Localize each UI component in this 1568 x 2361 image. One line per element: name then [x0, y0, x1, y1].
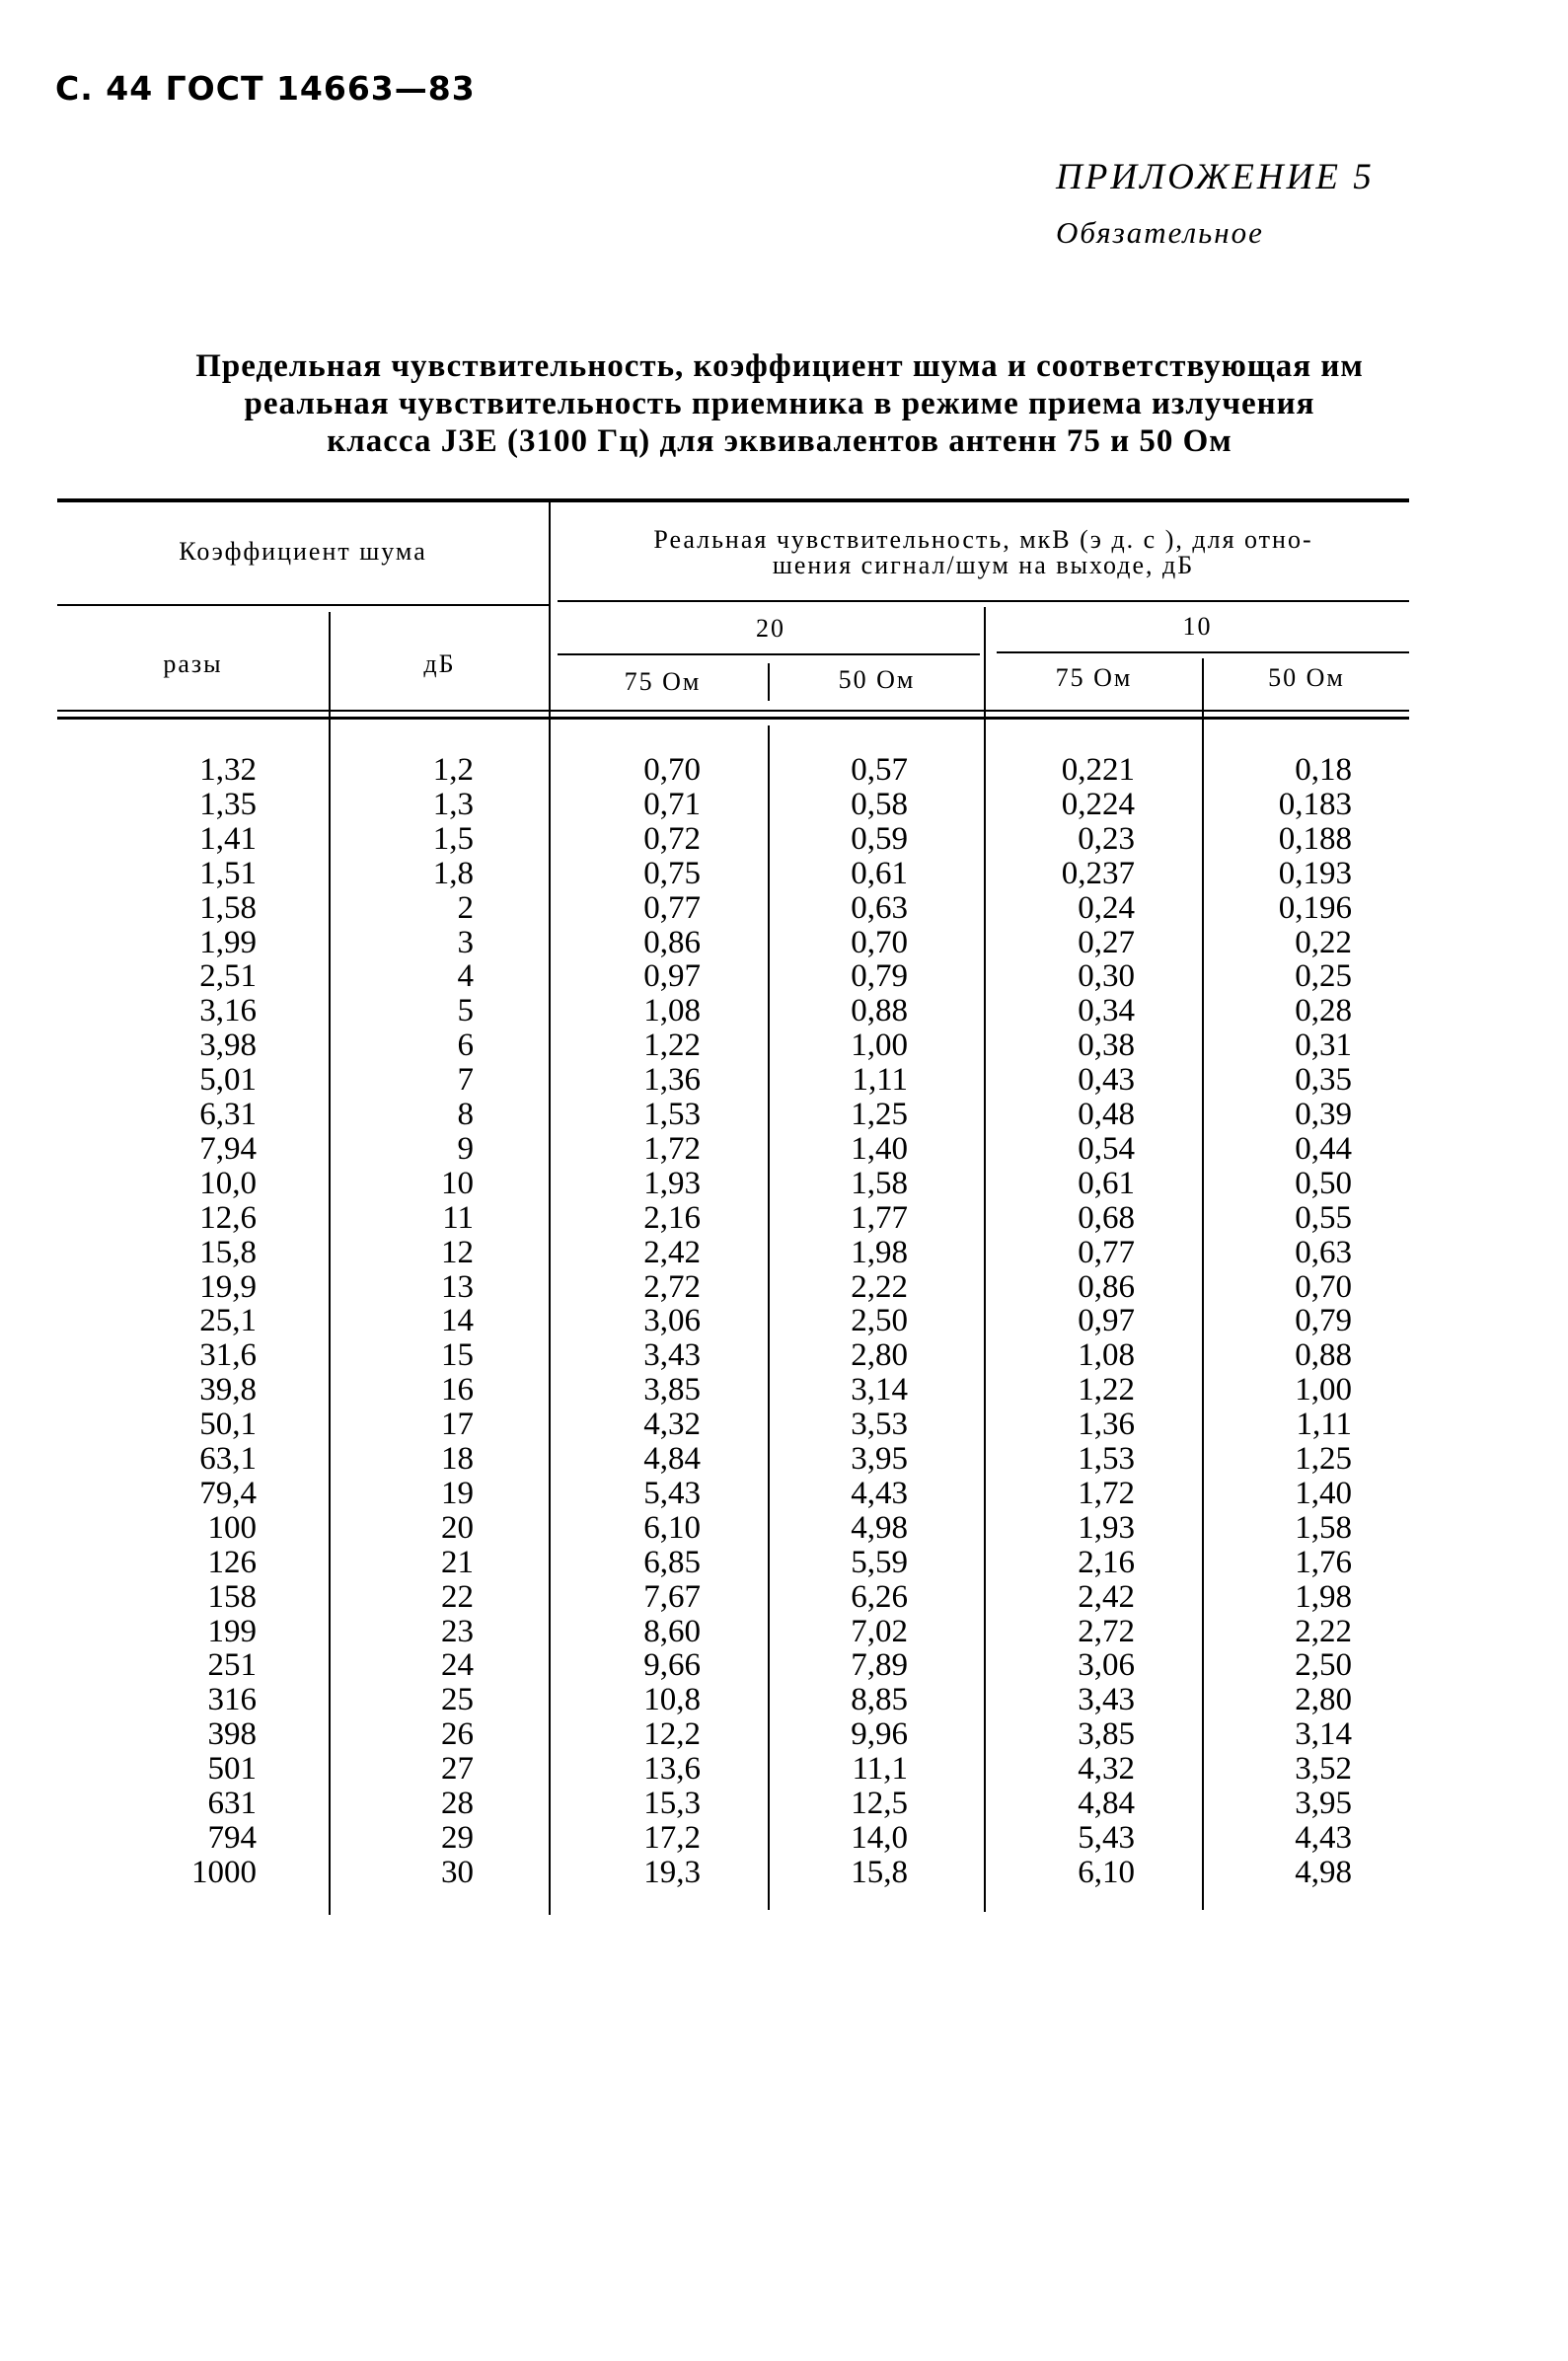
times-cell: 1,35 [199, 787, 257, 822]
header-real-sensitivity-line-1: Реальная чувствительность, мкВ (э д. с ), для отно- [653, 525, 1313, 554]
ohm50-snr20-cell: 0,70 [851, 925, 908, 960]
times-cell: 794 [207, 1820, 257, 1856]
table-row [0, 1167, 1568, 1201]
ohm75-snr10-cell: 0,61 [1078, 1166, 1135, 1201]
ohm75-snr20-cell: 0,77 [643, 890, 701, 926]
ohm75-snr20-cell: 9,66 [643, 1647, 701, 1683]
ohm50-snr20-cell: 1,77 [851, 1200, 908, 1236]
db-cell: 23 [441, 1614, 474, 1649]
times-cell: 2,51 [199, 958, 257, 994]
header-50-ohm-20: 50 Ом [838, 665, 916, 694]
times-cell: 7,94 [199, 1131, 257, 1167]
ohm50-snr10-cell: 0,31 [1295, 1028, 1352, 1063]
ohm50-snr20-cell: 3,53 [851, 1407, 908, 1442]
header-75-ohm-10: 75 Ом [1055, 663, 1133, 692]
ohm75-snr10-cell: 0,86 [1078, 1269, 1135, 1305]
ohm50-snr10-cell: 0,35 [1295, 1062, 1352, 1098]
db-cell: 5 [457, 993, 474, 1028]
ohm50-snr20-cell: 5,59 [851, 1545, 908, 1580]
times-cell: 25,1 [199, 1303, 257, 1338]
db-cell: 20 [441, 1510, 474, 1546]
header-real-sensitivity-line-2: шения сигнал/шум на выходе, дБ [772, 551, 1195, 579]
db-cell: 1,3 [432, 787, 474, 822]
ohm75-snr10-cell: 0,97 [1078, 1303, 1135, 1338]
ohm75-snr20-cell: 1,72 [643, 1131, 701, 1167]
ohm50-snr10-cell: 0,18 [1295, 752, 1352, 788]
db-cell: 16 [441, 1372, 474, 1408]
times-cell: 12,6 [199, 1200, 257, 1236]
table-title-line-1: Предельная чувствительность, коэффициент шума и соответствующая им [195, 348, 1364, 384]
table-row [0, 1580, 1568, 1615]
db-cell: 12 [441, 1235, 474, 1270]
db-cell: 24 [441, 1647, 474, 1683]
table-row [0, 891, 1568, 926]
ohm75-snr10-cell: 0,43 [1078, 1062, 1135, 1098]
ohm75-snr20-cell: 3,43 [643, 1337, 701, 1373]
ohm50-snr20-cell: 1,25 [851, 1097, 908, 1132]
ohm50-snr20-cell: 0,79 [851, 958, 908, 994]
ohm50-snr10-cell: 2,80 [1295, 1682, 1352, 1717]
table-row [0, 994, 1568, 1028]
ohm75-snr20-cell: 19,3 [643, 1855, 701, 1890]
ohm50-snr20-cell: 1,40 [851, 1131, 908, 1167]
ohm50-snr10-cell: 4,98 [1295, 1855, 1352, 1890]
ohm75-snr20-cell: 13,6 [643, 1751, 701, 1787]
ohm50-snr10-cell: 1,76 [1295, 1545, 1352, 1580]
db-cell: 25 [441, 1682, 474, 1717]
table-row [0, 788, 1568, 822]
table-top-rule [57, 498, 1409, 502]
times-cell: 3,16 [199, 993, 257, 1028]
ohm50-snr10-cell: 3,52 [1295, 1751, 1352, 1787]
ohm75-snr10-cell: 4,84 [1078, 1786, 1135, 1821]
times-cell: 1,51 [199, 856, 257, 891]
ohm75-snr10-cell: 1,08 [1078, 1337, 1135, 1373]
ohm75-snr10-cell: 3,85 [1078, 1716, 1135, 1752]
ohm75-snr20-cell: 2,72 [643, 1269, 701, 1305]
times-cell: 251 [207, 1647, 257, 1683]
header-real-sensitivity [558, 527, 1409, 578]
db-cell: 15 [441, 1337, 474, 1373]
header-snr-10: 10 [1182, 612, 1213, 641]
ohm50-snr10-cell: 2,22 [1295, 1614, 1352, 1649]
ohm50-snr20-cell: 15,8 [851, 1855, 908, 1890]
db-cell: 7 [457, 1062, 474, 1098]
header-divider-right [558, 600, 1409, 602]
table-row [0, 1063, 1568, 1098]
table-row [0, 1683, 1568, 1717]
ohm75-snr10-cell: 6,10 [1078, 1855, 1135, 1890]
db-cell: 26 [441, 1716, 474, 1752]
table-row [0, 1373, 1568, 1408]
ohm50-snr10-cell: 0,28 [1295, 993, 1352, 1028]
ohm75-snr10-cell: 0,34 [1078, 993, 1135, 1028]
ohm75-snr10-cell: 2,16 [1078, 1545, 1135, 1580]
times-cell: 1,58 [199, 890, 257, 926]
times-cell: 15,8 [199, 1235, 257, 1270]
ohm50-snr20-cell: 0,88 [851, 993, 908, 1028]
ohm50-snr20-cell: 3,95 [851, 1441, 908, 1477]
ohm75-snr20-cell: 0,70 [643, 752, 701, 788]
times-cell: 631 [207, 1786, 257, 1821]
ohm75-snr10-cell: 0,77 [1078, 1235, 1135, 1270]
ohm75-snr20-cell: 6,10 [643, 1510, 701, 1546]
ohm50-snr20-cell: 3,14 [851, 1372, 908, 1408]
times-cell: 50,1 [199, 1407, 257, 1442]
times-cell: 19,9 [199, 1269, 257, 1305]
ohm75-snr10-cell: 0,54 [1078, 1131, 1135, 1167]
db-cell: 28 [441, 1786, 474, 1821]
db-cell: 22 [441, 1579, 474, 1615]
ohm50-snr10-cell: 3,14 [1295, 1716, 1352, 1752]
ohm75-snr10-cell: 5,43 [1078, 1820, 1135, 1856]
ohm50-snr10-cell: 0,79 [1295, 1303, 1352, 1338]
ohm75-snr20-cell: 12,2 [643, 1716, 701, 1752]
ohm75-snr20-cell: 1,36 [643, 1062, 701, 1098]
ohm50-snr10-cell: 1,98 [1295, 1579, 1352, 1615]
ohm50-snr10-cell: 0,193 [1278, 856, 1352, 891]
ohm50-snr10-cell: 1,11 [1296, 1407, 1352, 1442]
ohm50-snr10-cell: 1,25 [1295, 1441, 1352, 1477]
db-cell: 11 [442, 1200, 474, 1236]
times-cell: 79,4 [199, 1476, 257, 1511]
ohm50-snr20-cell: 7,89 [851, 1647, 908, 1683]
ohm75-snr10-cell: 0,48 [1078, 1097, 1135, 1132]
ohm75-snr10-cell: 0,68 [1078, 1200, 1135, 1236]
ohm50-snr20-cell: 1,00 [851, 1028, 908, 1063]
ohm75-snr10-cell: 0,224 [1061, 787, 1135, 822]
ohm50-snr10-cell: 3,95 [1295, 1786, 1352, 1821]
ohm50-snr20-cell: 7,02 [851, 1614, 908, 1649]
ohm50-snr20-cell: 1,58 [851, 1166, 908, 1201]
ohm50-snr20-cell: 9,96 [851, 1716, 908, 1752]
header-50-ohm-10: 50 Ом [1268, 663, 1345, 692]
ohm75-snr20-cell: 0,72 [643, 821, 701, 857]
table-title [39, 347, 1520, 460]
table-row [0, 822, 1568, 857]
db-cell: 14 [441, 1303, 474, 1338]
header-snr-20: 20 [756, 614, 785, 643]
ohm75-snr20-cell: 6,85 [643, 1545, 701, 1580]
ohm75-snr10-cell: 0,24 [1078, 890, 1135, 926]
ohm50-snr20-cell: 1,11 [852, 1062, 908, 1098]
table-row [0, 1511, 1568, 1546]
times-cell: 158 [207, 1579, 257, 1615]
db-cell: 1,5 [432, 821, 474, 857]
ohm75-snr10-cell: 3,06 [1078, 1647, 1135, 1683]
table-row [0, 753, 1568, 788]
table-title-line-2: реальная чувствительность приемника в режиме приема излучения [244, 386, 1315, 421]
ohm50-snr10-cell: 2,50 [1295, 1647, 1352, 1683]
table-row [0, 1236, 1568, 1270]
header-bottom-rule-2 [57, 717, 1409, 720]
table-row [0, 959, 1568, 994]
ohm75-snr10-cell: 1,53 [1078, 1441, 1135, 1477]
ohm75-snr10-cell: 1,36 [1078, 1407, 1135, 1442]
ohm50-snr10-cell: 4,43 [1295, 1820, 1352, 1856]
ohm50-snr20-cell: 2,22 [851, 1269, 908, 1305]
ohm50-snr20-cell: 2,80 [851, 1337, 908, 1373]
ohm50-snr20-cell: 0,58 [851, 787, 908, 822]
ohm75-snr10-cell: 4,32 [1078, 1751, 1135, 1787]
ohm75-snr20-cell: 0,86 [643, 925, 701, 960]
table-row [0, 1098, 1568, 1132]
ohm75-snr20-cell: 0,71 [643, 787, 701, 822]
ohm75-snr20-cell: 15,3 [643, 1786, 701, 1821]
db-cell: 13 [441, 1269, 474, 1305]
ohm75-snr10-cell: 0,38 [1078, 1028, 1135, 1063]
table-row [0, 1615, 1568, 1649]
ohm75-snr10-cell: 0,237 [1061, 856, 1135, 891]
ohm50-snr10-cell: 0,39 [1295, 1097, 1352, 1132]
table-row [0, 1408, 1568, 1442]
table-row [0, 926, 1568, 960]
times-cell: 1,32 [199, 752, 257, 788]
ohm75-snr10-cell: 1,93 [1078, 1510, 1135, 1546]
page-header: С. 44 ГОСТ 14663—83 [55, 69, 476, 108]
ohm75-snr20-cell: 2,42 [643, 1235, 701, 1270]
header-75-ohm-20: 75 Ом [624, 667, 702, 696]
subheader-divider-10 [997, 651, 1409, 653]
table-row [0, 1477, 1568, 1511]
table-row [0, 1270, 1568, 1305]
ohm75-snr10-cell: 0,27 [1078, 925, 1135, 960]
table-row [0, 1028, 1568, 1063]
times-cell: 39,8 [199, 1372, 257, 1408]
header-noise-figure: Коэффициент шума [179, 537, 427, 566]
ohm50-snr20-cell: 12,5 [851, 1786, 908, 1821]
appendix-subtitle: Обязательное [1056, 215, 1264, 250]
ohm50-snr10-cell: 1,00 [1295, 1372, 1352, 1408]
ohm50-snr20-cell: 0,61 [851, 856, 908, 891]
db-cell: 19 [441, 1476, 474, 1511]
table-row [0, 1821, 1568, 1856]
times-cell: 10,0 [199, 1166, 257, 1201]
db-cell: 21 [441, 1545, 474, 1580]
ohm75-snr10-cell: 1,22 [1078, 1372, 1135, 1408]
ohm50-snr20-cell: 4,98 [851, 1510, 908, 1546]
ohm50-snr20-cell: 8,85 [851, 1682, 908, 1717]
ohm50-snr10-cell: 0,63 [1295, 1235, 1352, 1270]
times-cell: 316 [207, 1682, 257, 1717]
db-cell: 3 [457, 925, 474, 960]
times-cell: 126 [207, 1545, 257, 1580]
ohm50-snr10-cell: 0,183 [1278, 787, 1352, 822]
db-cell: 10 [441, 1166, 474, 1201]
times-cell: 31,6 [199, 1337, 257, 1373]
db-cell: 27 [441, 1751, 474, 1787]
ohm50-snr20-cell: 0,59 [851, 821, 908, 857]
table-row [0, 1856, 1568, 1890]
table-row [0, 1648, 1568, 1683]
appendix-title: ПРИЛОЖЕНИЕ 5 [1056, 157, 1375, 197]
db-cell: 2 [457, 890, 474, 926]
ohm75-snr10-cell: 1,72 [1078, 1476, 1135, 1511]
times-cell: 398 [207, 1716, 257, 1752]
ohm75-snr10-cell: 0,221 [1061, 752, 1135, 788]
ohm50-snr10-cell: 0,22 [1295, 925, 1352, 960]
times-cell: 1,41 [199, 821, 257, 857]
db-cell: 1,8 [432, 856, 474, 891]
ohm50-snr20-cell: 0,63 [851, 890, 908, 926]
ohm75-snr20-cell: 7,67 [643, 1579, 701, 1615]
times-cell: 63,1 [199, 1441, 257, 1477]
ohm75-snr20-cell: 8,60 [643, 1614, 701, 1649]
db-cell: 29 [441, 1820, 474, 1856]
ohm50-snr10-cell: 1,58 [1295, 1510, 1352, 1546]
db-cell: 6 [457, 1028, 474, 1063]
ohm50-snr10-cell: 0,88 [1295, 1337, 1352, 1373]
ohm75-snr20-cell: 0,97 [643, 958, 701, 994]
ohm75-snr20-cell: 17,2 [643, 1820, 701, 1856]
ohm50-snr20-cell: 4,43 [851, 1476, 908, 1511]
table-row [0, 1787, 1568, 1821]
times-cell: 501 [207, 1751, 257, 1787]
ohm50-snr20-cell: 1,98 [851, 1235, 908, 1270]
times-cell: 199 [207, 1614, 257, 1649]
table-row [0, 1132, 1568, 1167]
ohm75-snr20-cell: 1,53 [643, 1097, 701, 1132]
ohm75-snr20-cell: 4,84 [643, 1441, 701, 1477]
table-row [0, 1304, 1568, 1338]
ohm50-snr10-cell: 0,25 [1295, 958, 1352, 994]
db-cell: 18 [441, 1441, 474, 1477]
ohm75-snr20-cell: 3,85 [643, 1372, 701, 1408]
times-cell: 6,31 [199, 1097, 257, 1132]
ohm75-snr10-cell: 0,23 [1078, 821, 1135, 857]
db-cell: 9 [457, 1131, 474, 1167]
times-cell: 1,99 [199, 925, 257, 960]
header-bottom-rule-1 [57, 710, 1409, 712]
times-cell: 3,98 [199, 1028, 257, 1063]
ohm50-snr10-cell: 0,55 [1295, 1200, 1352, 1236]
ohm75-snr20-cell: 2,16 [643, 1200, 701, 1236]
table-title-line-3: класса J3E (3100 Гц) для эквивалентов антенн 75 и 50 Ом [327, 423, 1232, 459]
ohm50-snr10-cell: 1,40 [1295, 1476, 1352, 1511]
db-cell: 8 [457, 1097, 474, 1132]
db-cell: 4 [457, 958, 474, 994]
ohm50-snr20-cell: 6,26 [851, 1579, 908, 1615]
db-cell: 17 [441, 1407, 474, 1442]
subheader-divider-20 [558, 653, 980, 655]
ohm75-snr20-cell: 4,32 [643, 1407, 701, 1442]
ohm50-snr10-cell: 0,44 [1295, 1131, 1352, 1167]
table-row [0, 857, 1568, 891]
ohm75-snr20-cell: 1,22 [643, 1028, 701, 1063]
table-row [0, 1752, 1568, 1787]
table-row [0, 1442, 1568, 1477]
table-row [0, 1546, 1568, 1580]
ohm75-snr20-cell: 5,43 [643, 1476, 701, 1511]
ohm75-snr20-cell: 10,8 [643, 1682, 701, 1717]
db-cell: 1,2 [432, 752, 474, 788]
ohm75-snr20-cell: 1,93 [643, 1166, 701, 1201]
ohm50-snr20-cell: 11,1 [852, 1751, 908, 1787]
table-row [0, 1201, 1568, 1236]
ohm50-snr10-cell: 0,196 [1278, 890, 1352, 926]
ohm75-snr20-cell: 3,06 [643, 1303, 701, 1338]
header-db: дБ [423, 649, 456, 678]
ohm50-snr20-cell: 14,0 [851, 1820, 908, 1856]
ohm50-snr10-cell: 0,50 [1295, 1166, 1352, 1201]
ohm75-snr20-cell: 1,08 [643, 993, 701, 1028]
ohm75-snr10-cell: 3,43 [1078, 1682, 1135, 1717]
ohm50-snr10-cell: 0,70 [1295, 1269, 1352, 1305]
times-cell: 1000 [191, 1855, 257, 1890]
ohm50-snr20-cell: 2,50 [851, 1303, 908, 1338]
header-times: разы [163, 649, 223, 678]
header-divider-left [57, 604, 549, 606]
ohm50-snr10-cell: 0,188 [1278, 821, 1352, 857]
ohm75-snr10-cell: 2,72 [1078, 1614, 1135, 1649]
times-cell: 100 [207, 1510, 257, 1546]
ohm50-snr20-cell: 0,57 [851, 752, 908, 788]
table-row [0, 1717, 1568, 1752]
ohm75-snr10-cell: 2,42 [1078, 1579, 1135, 1615]
db-cell: 30 [441, 1855, 474, 1890]
ohm75-snr20-cell: 0,75 [643, 856, 701, 891]
ohm75-snr10-cell: 0,30 [1078, 958, 1135, 994]
times-cell: 5,01 [199, 1062, 257, 1098]
table-row [0, 1338, 1568, 1373]
